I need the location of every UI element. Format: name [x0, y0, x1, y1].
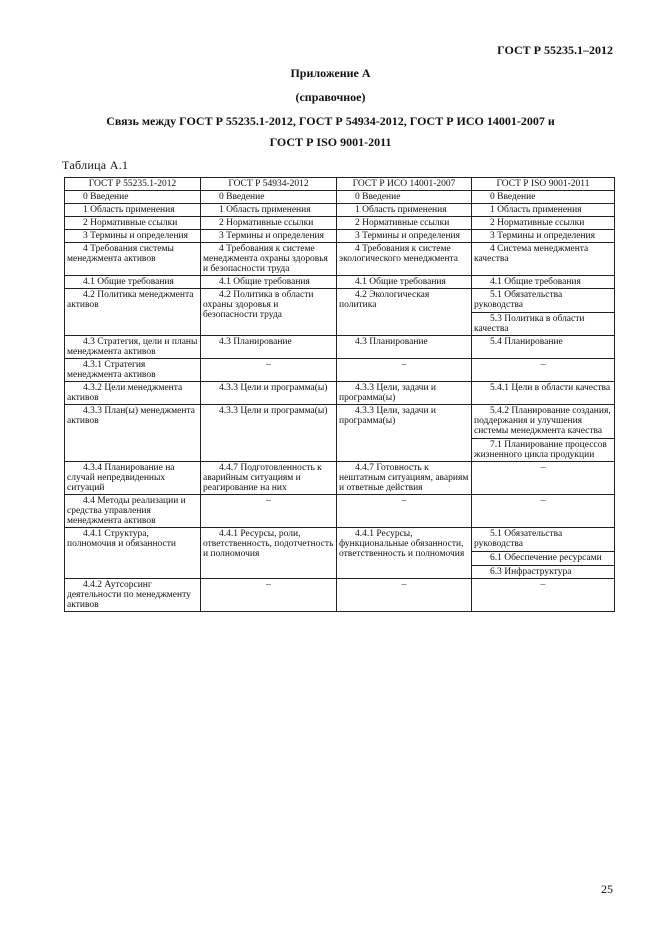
cell-text: 4.4 Методы реализации и средства управления менеджмента активов: [67, 496, 186, 526]
cell-text: 4.4.2 Аутсорсинг деятельности по менеджменту активов: [67, 580, 191, 610]
cell-text: –: [540, 496, 546, 506]
table-cell: [337, 462, 472, 495]
table-cell: [472, 243, 615, 276]
table-cell: [337, 289, 472, 336]
cell-text: 0 Введение: [355, 192, 401, 202]
table-cell: [201, 276, 337, 289]
table-cell: [65, 359, 201, 382]
table-cell: [201, 243, 337, 276]
cell-text: –: [266, 580, 271, 590]
cell-text: 4.4.1 Структура, полномочия и обязанности: [67, 529, 176, 549]
cell-text: 4.4.7 Подготовленность к аварийным ситуациям и реагирование на них: [203, 463, 322, 493]
cell-text: 4.3.3 Цели, задачи и программа(ы): [339, 406, 436, 426]
table-cell: [472, 230, 615, 243]
table-cell: [65, 382, 201, 405]
cell-text: 2 Нормативные ссылки: [83, 218, 178, 228]
cell-text: 3 Термины и определения: [490, 231, 596, 241]
table-cell: [201, 462, 337, 495]
cell-text: 1 Область применения: [83, 205, 175, 215]
table-body: [65, 191, 615, 612]
cell-text: 4 Система менеджмента качества: [474, 244, 589, 264]
cell-text: 4 Требования системы менеджмента активов: [67, 244, 174, 264]
table-cell: [201, 191, 337, 204]
table-cell: [337, 495, 472, 528]
column-header: ГОСТ Р 54934-2012: [201, 178, 337, 191]
table-cell: [65, 405, 201, 462]
cell-text: 4.3.2 Цели менеджмента активов: [67, 383, 183, 403]
table-cell: [337, 528, 472, 579]
cell-text: 4.3 Стратегия, цели и планы менеджмента активов: [67, 337, 198, 357]
table-cell: [472, 462, 615, 495]
cell-text: 3 Термины и определения: [219, 231, 325, 241]
cell-text: 1 Область применения: [355, 205, 447, 215]
table-cell: [337, 276, 472, 289]
cell-text: 2 Нормативные ссылки: [490, 218, 585, 228]
table-cell: [65, 336, 201, 359]
cell-text: 5.4.2 Планирование создания, поддержания и улучшения системы менеджмента качества: [474, 406, 611, 436]
appendix-title: Приложение А: [290, 66, 371, 80]
table-cell: [65, 495, 201, 528]
cell-text: –: [540, 360, 546, 370]
table-row: [65, 243, 615, 276]
table-cell: [201, 289, 337, 336]
correspondence-table-wrapper: [64, 177, 614, 612]
table-row: [65, 462, 615, 495]
cell-text: 2 Нормативные ссылки: [219, 218, 314, 228]
cell-text: 5.4 Планирование: [490, 337, 563, 347]
table-row: [65, 382, 615, 405]
table-cell: [337, 382, 472, 405]
cell-text: 4.4.7 Готовность к нештатным ситуациям, авариям и ответные действия: [339, 463, 469, 493]
table-cell: [472, 289, 615, 336]
table-cell: [65, 579, 201, 612]
column-header: ГОСТ Р ИСО 14001-2007: [337, 178, 472, 191]
table-row: [65, 217, 615, 230]
table-cell: [65, 230, 201, 243]
table-cell: [201, 230, 337, 243]
table-cell: [65, 276, 201, 289]
correspondence-table: [64, 177, 615, 612]
table-cell: [472, 336, 615, 359]
appendix-subject-line-2: ГОСТ Р ISO 9001-2011: [269, 135, 392, 149]
table-header-row: [65, 178, 615, 191]
table-cell: [65, 289, 201, 336]
table-cell: [65, 217, 201, 230]
table-cell: [201, 336, 337, 359]
table-cell: [65, 191, 201, 204]
table-row: [65, 528, 615, 579]
cell-text: –: [540, 580, 546, 590]
table-cell: [472, 579, 615, 612]
table-row: [65, 204, 615, 217]
cell-text: 4.3.3 План(ы) менеджмента активов: [67, 406, 195, 426]
table-row: [65, 230, 615, 243]
table-cell: [472, 217, 615, 230]
table-cell: [472, 382, 615, 405]
cell-text: 0 Введение: [83, 192, 129, 202]
cell-text: –: [266, 360, 271, 370]
cell-text: 7.1 Планирование процессов жизненного цикла продукции: [474, 440, 607, 460]
cell-text: 4.4.1 Ресурсы, роли, ответственность, подотчетность и полномочия: [203, 529, 334, 559]
cell-text: –: [540, 463, 546, 473]
cell-text: 4.1 Общие требования: [355, 277, 446, 287]
cell-text: 1 Область применения: [219, 205, 311, 215]
table-cell: [201, 204, 337, 217]
table-row: [65, 405, 615, 462]
table-cell: [337, 405, 472, 462]
page-number: 25: [601, 882, 613, 896]
table-cell: [472, 495, 615, 528]
table-cell: [201, 217, 337, 230]
cell-text: 4.2 Экологическая политика: [339, 290, 430, 310]
table-cell: [472, 204, 615, 217]
cell-text: 4.1 Общие требования: [219, 277, 310, 287]
table-cell: [65, 204, 201, 217]
cell-text: 4 Требования к системе менеджмента охраны здоровья и безопасности труда: [203, 244, 328, 274]
cell-text: 4 Требования к системе экологического менеджмента: [339, 244, 459, 264]
table-cell: [65, 462, 201, 495]
cell-text: 0 Введение: [490, 192, 536, 202]
appendix-kind: (справочное): [295, 90, 366, 104]
appendix-subject-line-1: Связь между ГОСТ Р 55235.1-2012, ГОСТ Р 54934-2012, ГОСТ Р ИСО 14001-2007 и: [106, 114, 555, 128]
table-cell: [472, 276, 615, 289]
table-cell: [201, 579, 337, 612]
table-cell: [337, 191, 472, 204]
cell-text: –: [401, 580, 407, 590]
column-header: ГОСТ Р 55235.1-2012: [65, 178, 201, 191]
table-cell: [201, 495, 337, 528]
cell-text: 0 Введение: [219, 192, 265, 202]
table-cell: [472, 405, 615, 462]
cell-text: 6.1 Обеспечение ресурсами: [490, 553, 602, 563]
cell-text: 2 Нормативные ссылки: [355, 218, 450, 228]
table-cell: [65, 528, 201, 579]
cell-text: 5.1 Обязательства руководства: [474, 529, 563, 549]
table-row: [65, 276, 615, 289]
table-cell: [201, 359, 337, 382]
cell-text: 4.3 Планирование: [355, 337, 428, 347]
table-cell: [337, 336, 472, 359]
cell-text: –: [401, 496, 407, 506]
cell-text: 4.1 Общие требования: [83, 277, 174, 287]
table-cell: [337, 204, 472, 217]
cell-text: 4.2 Политика в области охраны здоровья и безопасности труда: [203, 290, 314, 320]
table-cell: [201, 528, 337, 579]
cell-text: 3 Термины и определения: [355, 231, 461, 241]
table-row: [65, 336, 615, 359]
column-header: ГОСТ Р ISO 9001-2011: [472, 178, 615, 191]
cell-text: 4.3.3 Цели, задачи и программа(ы): [339, 383, 436, 403]
table-cell: [201, 405, 337, 462]
cell-text: 4.3.4 Планирование на случай непредвиденных ситуаций: [67, 463, 175, 493]
table-row: [65, 191, 615, 204]
cell-text: 3 Термины и определения: [83, 231, 189, 241]
table-row: [65, 495, 615, 528]
table-row: [65, 289, 615, 336]
table-cell: [337, 230, 472, 243]
cell-text: 4.3 Планирование: [219, 337, 292, 347]
cell-text: 4.3.3 Цели и программа(ы): [219, 383, 328, 393]
table-row: [65, 579, 615, 612]
table-cell: [472, 191, 615, 204]
cell-text: –: [401, 360, 407, 370]
cell-text: 4.3.3 Цели и программа(ы): [219, 406, 328, 416]
cell-text: 4.3.1 Стратегия менеджмента активов: [67, 360, 156, 380]
table-cell: [65, 243, 201, 276]
cell-text: 5.3 Политика в области качества: [474, 314, 585, 334]
standard-code: ГОСТ Р 55235.1–2012: [497, 43, 613, 57]
table-cell: [337, 217, 472, 230]
cell-text: 4.4.1 Ресурсы, функциональные обязанности, ответственность и полномочия: [339, 529, 465, 559]
cell-text: 5.4.1 Цели в области качества: [490, 383, 611, 393]
table-cell: [337, 579, 472, 612]
table-cell: [201, 382, 337, 405]
table-label: Таблица А.1: [62, 158, 129, 172]
cell-text: 5.1 Обязательства руководства: [474, 290, 563, 310]
cell-text: –: [266, 496, 271, 506]
table-cell: [472, 528, 615, 579]
table-row: [65, 359, 615, 382]
table-cell: [472, 359, 615, 382]
table-cell: [337, 359, 472, 382]
cell-text: 6.3 Инфраструктура: [490, 567, 572, 577]
cell-text: 4.1 Общие требования: [490, 277, 581, 287]
cell-text: 4.2 Политика менеджмента активов: [67, 290, 194, 310]
table-cell: [337, 243, 472, 276]
cell-text: 1 Область применения: [490, 205, 582, 215]
